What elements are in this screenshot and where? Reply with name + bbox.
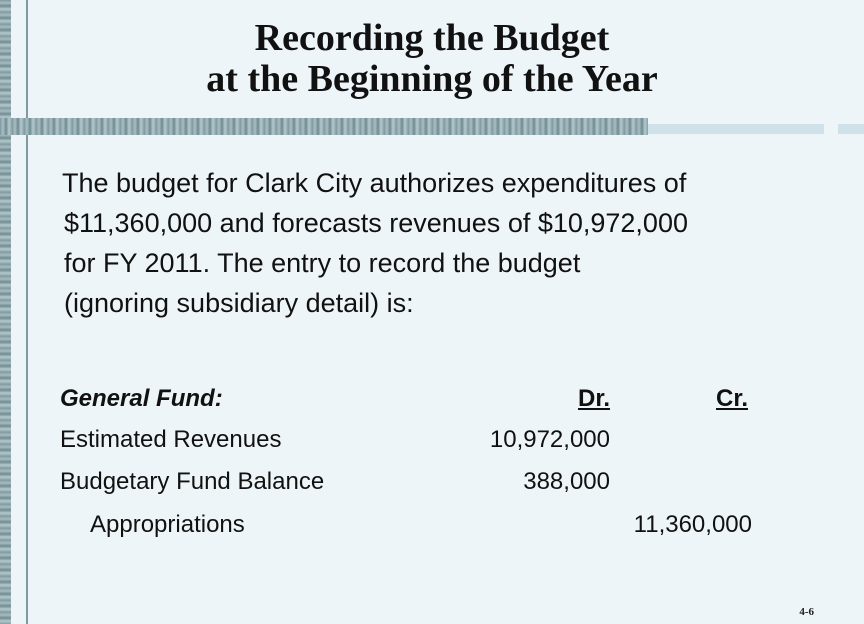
account-name: Estimated Revenues [60, 426, 282, 453]
intro-line-2: $11,360,000 and forecasts revenues of $10,972,000 [64, 208, 688, 238]
account-name: Appropriations [90, 511, 245, 538]
account-name: Budgetary Fund Balance [60, 468, 325, 495]
intro-line-3: for FY 2011. The entry to record the budget [64, 248, 581, 278]
journal-entry-row [0, 505, 864, 545]
debit-amount: 10,972,000 [489, 426, 610, 453]
credit-column-header: Cr. [715, 385, 748, 412]
slide-title [100, 18, 764, 100]
slide-number: 4-6 [799, 606, 814, 618]
journal-entry-row [0, 462, 864, 502]
decorative-title-underline [0, 118, 648, 135]
journal-header-row [0, 379, 864, 419]
slide-title-line-1: Recording the Budget [254, 17, 610, 59]
credit-amount: 11,360,000 [633, 511, 752, 538]
intro-paragraph [62, 163, 822, 323]
debit-column-header: Dr. [577, 385, 610, 412]
journal-entry-row [0, 420, 864, 460]
slide-title-line-2: at the Beginning of the Year [206, 58, 658, 100]
intro-line-1: The budget for Clark City authorizes expenditures of [62, 168, 687, 198]
intro-line-4: (ignoring subsidiary detail) is: [64, 288, 414, 318]
journal-fund-label: General Fund: [60, 385, 223, 412]
decorative-title-underline-stub [838, 124, 864, 134]
debit-amount: 388,000 [523, 468, 610, 495]
decorative-title-underline-light [648, 124, 824, 134]
